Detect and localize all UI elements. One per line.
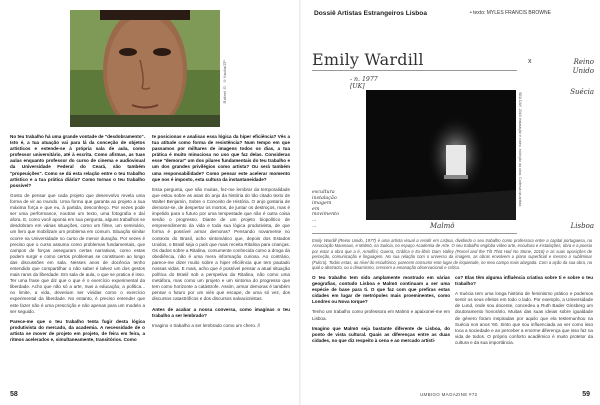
- artist-name: Emily Wardill: [312, 50, 424, 69]
- right-column-2: [455, 275, 593, 350]
- place-malmo: Malmö: [430, 222, 455, 230]
- right-page: [300, 0, 600, 405]
- artist-birth: [350, 76, 378, 90]
- magazine-footer: UMBIGO MAGAZINE #72: [420, 392, 478, 397]
- question-paragraph: Parece-me que o teu trabalho tenta fugir desta lógica produtivista do mercado, da academia. A necessidade de o artista se mover de projeto em projeto, de feira em feira, a ritmos acelerados e, simultaneamente, transitórios. Como: [10, 318, 145, 342]
- question-paragraph: O teu trabalho tem sido amplamente mostrado em várias geografias, contudo Lisboa e Malmö continuam a ser uma espécie de base para ti. O que faz com que prefiras estas cidades em lugar de metrópoles mais proeminentes, como Londres ou Nova Iorque?: [312, 275, 450, 305]
- footer-rule: [312, 233, 517, 234]
- place-sweden: Suécia: [570, 88, 594, 96]
- artwork-caption: [312, 190, 339, 229]
- left-column-1: [10, 134, 145, 347]
- caption-line: imagem: [312, 201, 332, 207]
- page-number-left: 58: [10, 391, 18, 398]
- question-paragraph: Imagino que Malmö seja bastante diferente de Lisboa, do ponto de vista cultural. Quais as diferenças entre as duas cidades, no que diz respeito à cena e ao mercado artísti-: [312, 325, 450, 343]
- question-paragraph: co? Elas têm alguma influência criativa sobre ti e sobre o teu trabalho?: [455, 275, 593, 287]
- left-column-2: [152, 134, 290, 333]
- artist-intro: Emily Wardill (Reino Unido, 1977) é uma artista visual a residir em Lisboa, dividindo o seu trabalho como professora entre a capital portuguesa, na Associação Maumaus, e Malmö, na Suécia, no espaço Academia de Arte. O seu trabalho engloba vídeo arte, escultura e instalações, obra e a poesia por estar a obra que a é, Arnolfini, Guerra, Gráfica e Ex-libris Dam Valley (Porcel and the Tilt That Had No Stone, 2016) e as suas oposições de perceção, comunicação e linguagem. No sua relação com o universo da imagem, as obras envolvem o plano superficial e mesmo o subliminar (Fulcro). Todas estas, ao nível do escultórico, parecem consumir este lugar de inquietude, no meu campo mais alargada. Com a ação da sua obra, na qual o abstracto, ou o dinamismo, crescem a emanação observacional e crítica.: [312, 238, 592, 271]
- right-column-1: [312, 275, 450, 348]
- caption-line: ...: [312, 223, 317, 229]
- portrait-image: [70, 10, 220, 127]
- photo-credit: Rafael G. ©Nadia/ZP: [222, 60, 227, 104]
- place-lisboa: Lisboa: [570, 222, 594, 230]
- artwork-credit: SEA DAY, 2016 Instalação e vídeo, exibição da obra. Cortesia da artista: [518, 92, 523, 207]
- question-paragraph: te posicionas e analisas essa lógica da hiper eficiência? Vês a tua atitude como forma de resistência? Num tempo em que passamos por milhares de imagens todos os dias, a tua prática é muito minuciosa no uso que faz delas. Consideras esse "demorar" um dos pilares fundamentais do teu trabalho e um dos grandes privilégios como artista? Ou será também uma responsabilidade? Como pensar este acelerar momento que nos é imposto, esta cultura da instantaneidade?: [152, 134, 290, 182]
- caption-line: escultura: [312, 190, 335, 195]
- caption-line: em: [312, 206, 320, 212]
- byline: • texto: MYLES FRANCIS BROWNE: [470, 10, 551, 16]
- caption-line: movimento: [312, 212, 339, 218]
- caption-line: ...: [312, 217, 317, 223]
- answer-paragraph: Imagino o trabalho a ser lembrado como um chero. //: [152, 322, 261, 328]
- birth-year: - n. 1977: [350, 76, 378, 83]
- place-uk-line2: Unido: [572, 67, 594, 75]
- answer-paragraph: Essa pergunta, que são muitas, fez-me lembrar da temporalidade que estou sobre as asas do anjo da história do tão citado texto de Walter Benjamin, Sobre o Conceito de História. O anjo gostaria de demorar-se, de despertar os mortos, de juntar os destroços, mas é impelido para o futuro por uma tempestade que não é outra coisa senão o progresso. Diante de um projeto biopolítico de empreendimento da vida e toda sua lógica produtivista, de que forma é possível armar demoras? Pensando novamente no contexto do Brasil, acho sintomático que, depois dos Estados Unidos, o Brasil seja o país que mais receita Ritalina para crianças. Os dados sobre a Ritalina, comumente conhecida como a droga da obediência, não é uma mera informação curiosa. Ao contrário, parece-me dizer muito sobre a hiper eficiência que tem pautado nossas vidas. E mais, acho que é possível pensar a atual situação política do Brasil sob a perspetiva da Ritalina, não como uma metáfora, mas como um projeto e um sintoma do progresso que tem como horizonte a catástrofe. Assim, armar demoras é também pensar o futuro por um viés que escape, de uma só vez, dos discursos catastróficos e dos discursos salvacionistas.: [152, 186, 290, 302]
- artwork-photo: [366, 90, 516, 220]
- question-paragraph: Antes de acabar a nossa conversa, como imaginas o teu trabalho a ser lembrado?: [152, 306, 290, 318]
- place-uk-line1: Reino: [573, 58, 594, 66]
- x-mark: x: [528, 58, 532, 65]
- question-paragraph: No teu trabalho há uma grande vontade de "desdobramento". Isto é, a tua atuação vai para lá da conceção de objetos artísticos e estende-se à própria sala de aula, como professor universitário, até à escrita. Como afirmas, as tuas aulas enquanto professor do curso de cinema e audiovisual da Universidade Federal do Ceará, são também "propeuições". Como se dá esta relação entre o teu trabalho artístico e a tua prática diária? Como tornas o teu trabalho possível?: [10, 134, 145, 188]
- portrait-photo: [70, 10, 220, 127]
- artwork-image: [366, 90, 516, 220]
- page-number-right: 59: [582, 391, 590, 398]
- header-rule: [312, 70, 517, 71]
- answer-paragraph: Gosto de pensar que cada projeto que desenvolvo revela uma forma de vir ao mundo. Uma forma que garanta ao projeto a sua máxima força e que eu, à partida, desconheço. Por vezes pode ser uma performance, noutras um texto, uma fotografia e daí afora. E, como você aponta em sua pergunta, alguns trabalhos se desdobram em várias situações, como um filme, um seminário, um livro que mobilizam um problema em comum. Situação similar ocorre na Universidade no curso de menor duração. Por vezes é preciso que o curso assuma como problemas fundamentais, que campos de forças asseguram certas narrativas, como estas podem surgir e como certos problemas se constituem ao longo das discussões em sala. Nesses anos de docência tenho entendido que compartilhar o não saber é talvez um dos gestos mais raros da liberdade. Em sala de aula, o que se pratica é isso. Ter uma frase que diz que o que é o exercício experimental da liberdade. Acho que não só a arte, mas a educação, a política... no limite, a vida, deveriam ser vividas como o exercício experimental da liberdade. No entanto, é preciso entender que este fazer não é uma prescrição e não apenas para um modelo a ser seguido.: [10, 192, 145, 314]
- section-title: Dossiê Artistas Estrangeiros Lisboa: [314, 10, 427, 17]
- answer-paragraph: Tenho um trabalho como professora em Malmö e apaixonei-me em Lisboa.: [312, 309, 450, 321]
- caption-line: instalação: [312, 195, 337, 201]
- nationality: [UK]: [350, 83, 365, 91]
- place-list: [570, 58, 594, 97]
- answer-paragraph: A Suécia tem uma longa história de feminismo prático e podemos sentir os seus efeitos em todo o lado. Por exemplo, a Universidade de Lund, onde sou docente, concedeu a Ruth Bader Ginsberg um doutoramento honorário. Muitas das suas ideias sobre igualdade de género foram inspiradas por aquilo que ela testemunhou na Suécia nos anos '60. Sinto que sou influenciada ao ver como isso toca a sociedade e ao perceber a enorme diferença que isso faz na vida de todos. O próprio conforto acadêmico é muito protetor da cultura e da sua importância.: [455, 291, 593, 345]
